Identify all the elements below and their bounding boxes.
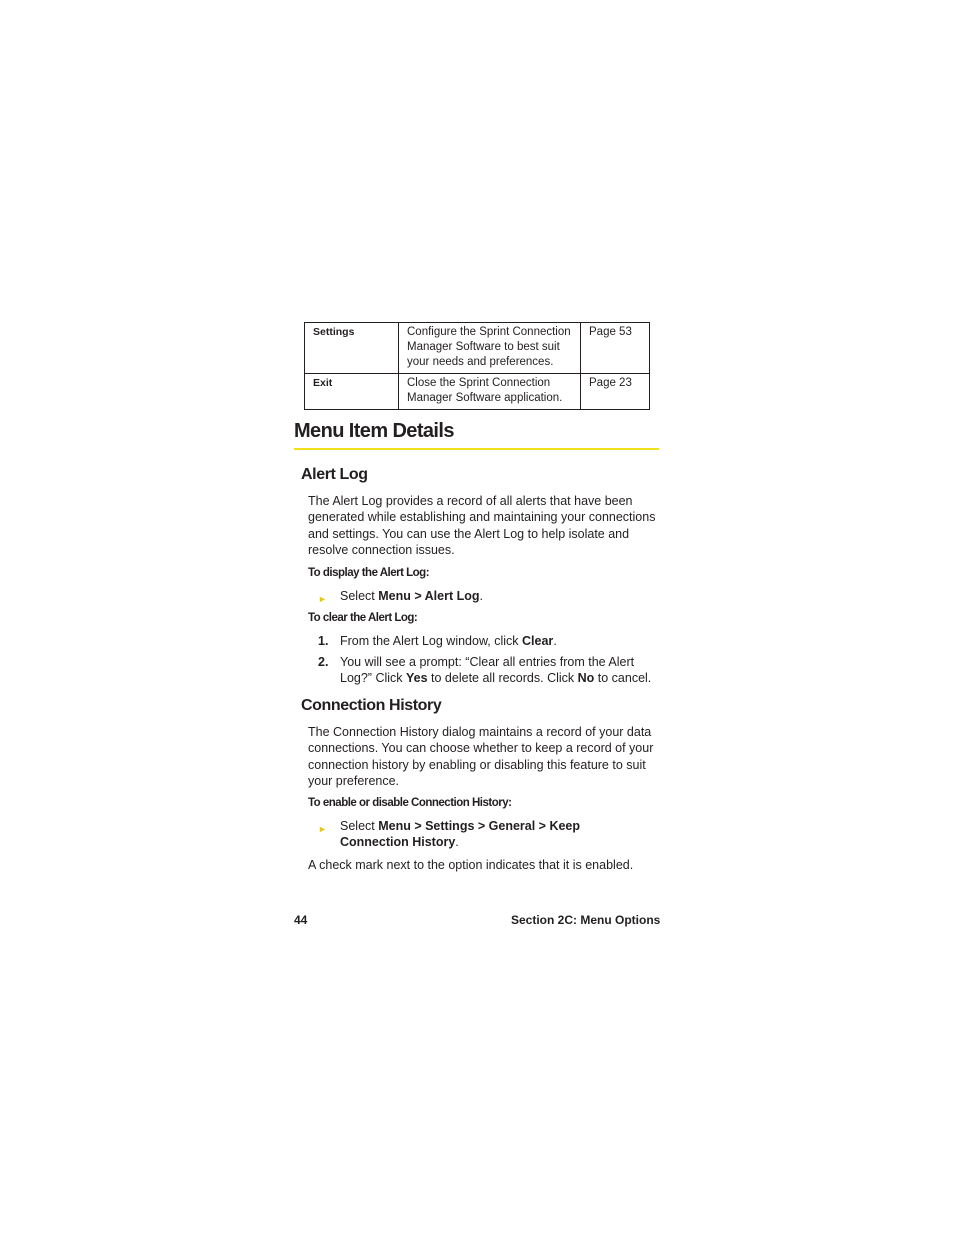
alert-log-paragraph: The Alert Log provides a record of all alerts that have been generated while establishing and maintaining your connections and settings. You can use the Alert Log to help isolate and resolve connection issues. — [308, 494, 656, 557]
bullet-arrow-icon: ► — [318, 824, 327, 834]
menu-item-name: Exit — [305, 374, 399, 410]
menu-item-description: Close the Sprint Connection Manager Software application. — [399, 374, 581, 410]
table-row — [305, 323, 650, 374]
display-alert-log-label: To display the Alert Log: — [308, 567, 430, 579]
clear-alert-log-label: To clear the Alert Log: — [308, 612, 418, 624]
display-alert-log-step: ► Select Menu > Alert Log. — [308, 588, 658, 604]
menu-path: Menu > Settings > General > Keep Connection History — [340, 819, 581, 850]
alert-log-heading: Alert Log — [301, 466, 368, 483]
menu-item-description: Configure the Sprint Connection Manager Software to best suit your needs and preferences. — [399, 323, 581, 374]
check-mark-note: A check mark next to the option indicates that it is enabled. — [308, 858, 634, 872]
menu-item-page: Page 23 — [581, 374, 650, 410]
section-footer: Section 2C: Menu Options — [511, 913, 661, 927]
clear-step-2: 2. You will see a prompt: “Clear all entries from the Alert Log?” Click Yes to delete all records. Click No to cancel. — [318, 655, 652, 686]
yes-keyword: Yes — [406, 671, 428, 686]
menu-item-name: Settings — [305, 323, 399, 374]
menu-options-table — [304, 322, 650, 410]
clear-step-1: 1. From the Alert Log window, click Clear. — [318, 634, 557, 648]
connection-history-heading: Connection History — [301, 697, 442, 714]
section-title: Menu Item Details — [294, 420, 659, 450]
connection-history-paragraph: The Connection History dialog maintains a record of your data connections. You can choose whether to keep a record of your connection history by enabling or disabling this feature to suit your preference. — [308, 725, 654, 788]
menu-item-page: Page 53 — [581, 323, 650, 374]
no-keyword: No — [577, 671, 595, 686]
menu-keyword: Menu — [378, 589, 411, 603]
clear-keyword: Clear — [522, 634, 554, 648]
table-row — [305, 374, 650, 410]
connection-history-label: To enable or disable Connection History: — [308, 797, 512, 809]
bullet-arrow-icon: ► — [318, 594, 327, 604]
page-number: 44 — [294, 913, 308, 927]
connection-history-step: ► Select Menu > Settings > General > Keep Connection History. — [318, 819, 581, 850]
alert-log-keyword: Alert Log — [424, 589, 480, 603]
